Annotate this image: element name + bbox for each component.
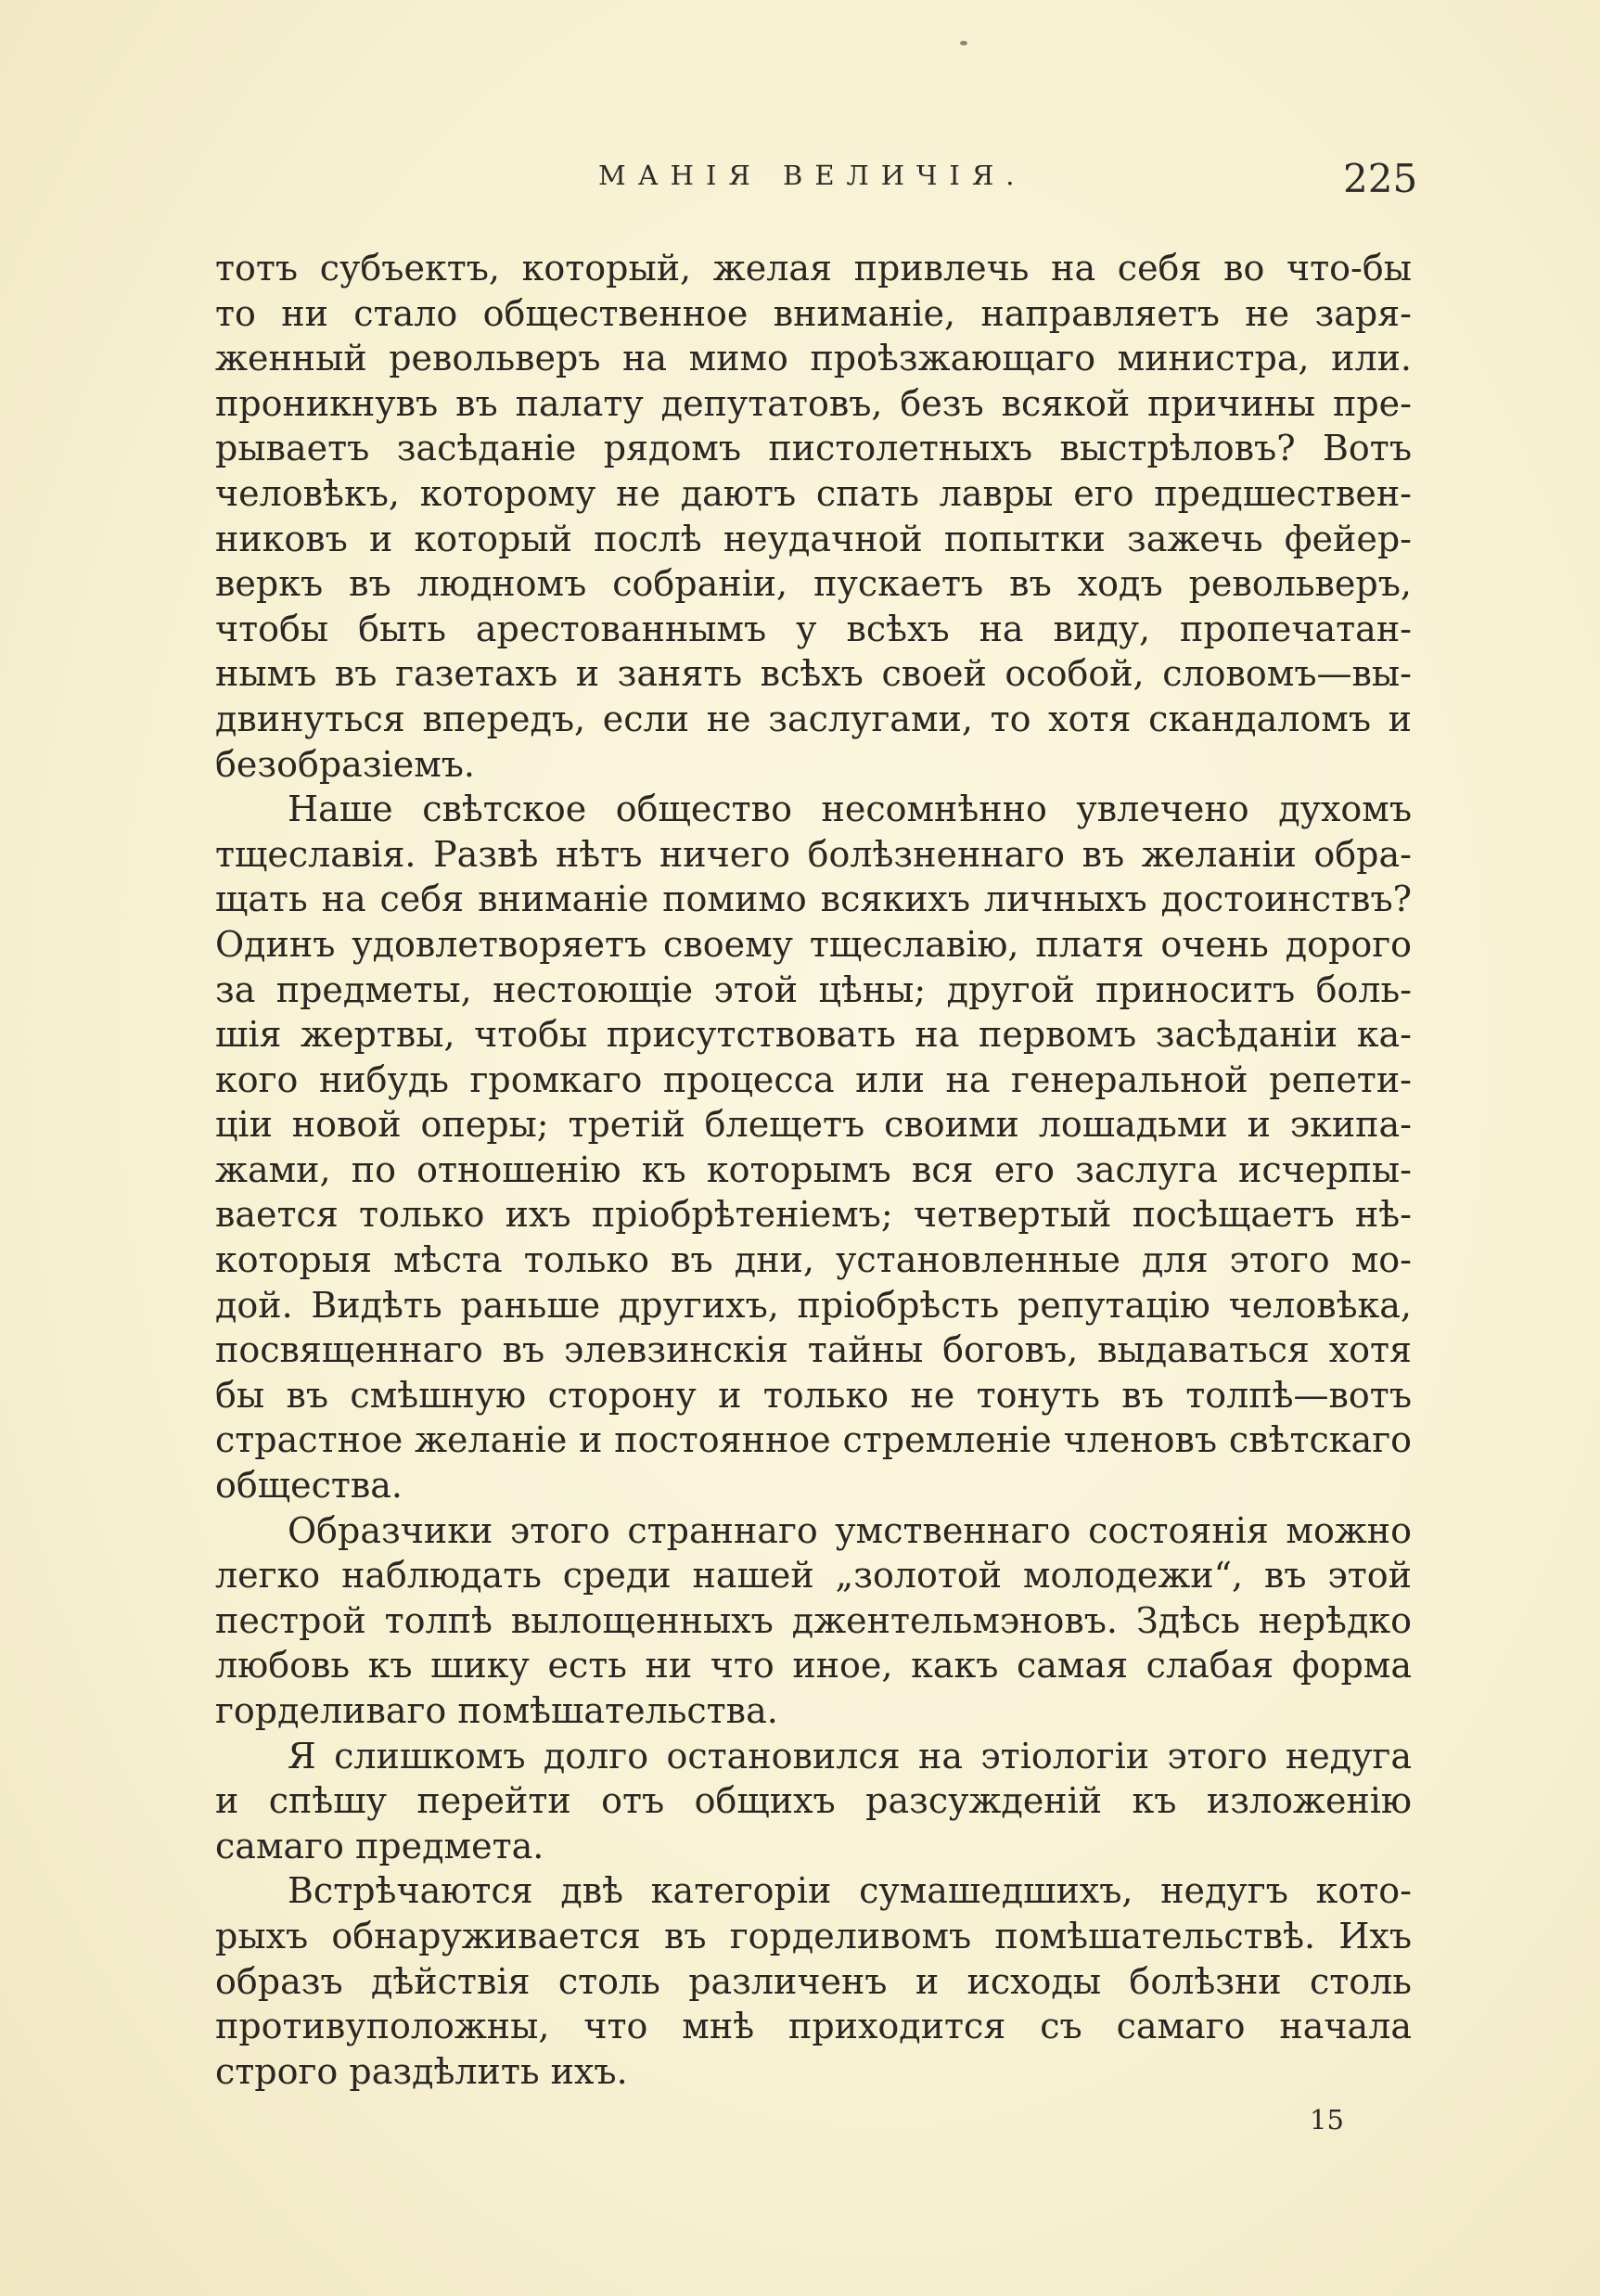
paragraph: [215, 246, 1412, 787]
text-line: страстное желаніе и постоянное стремленіе членовъ свѣтскаго: [215, 1419, 1412, 1461]
body-text: [215, 246, 1412, 2094]
text-line: жами, по отношенію къ которымъ вся его заслуга исчерпы-: [215, 1148, 1412, 1190]
signature-mark: 15: [1310, 2104, 1344, 2136]
text-line: Одинъ удовлетворяетъ своему тщеславію, платя очень дорого: [215, 923, 1412, 965]
text-line: горделиваго помѣшательства.: [215, 1690, 778, 1731]
paper-speck: [960, 41, 967, 45]
text-line: кого нибудь громкаго процесса или на генеральной репети-: [215, 1058, 1412, 1100]
text-line: общества.: [215, 1465, 403, 1507]
text-line: рываетъ засѣданіе рядомъ пистолетныхъ выстрѣловъ? Вотъ: [215, 428, 1412, 469]
text-line: женный револьверъ на мимо проѣзжающаго министра, или.: [215, 338, 1412, 379]
text-line: Встрѣчаются двѣ категоріи сумашедшихъ, недугъ кото-: [288, 1870, 1412, 1912]
text-line: легко наблюдать среди нашей „золотой молодежи“, въ этой: [215, 1555, 1412, 1597]
text-line: пестрой толпѣ вылощенныхъ джентельмэновъ. Здѣсь нерѣдко: [215, 1599, 1412, 1641]
paragraph: [215, 787, 1412, 1508]
text-line: чтобы быть арестованнымъ у всѣхъ на виду, пропечатан-: [215, 608, 1412, 649]
text-line: бы въ смѣшную сторону и только не тонуть въ толпѣ—вотъ: [215, 1374, 1412, 1416]
text-line: нымъ въ газетахъ и занять всѣхъ своей особой, словомъ—вы-: [215, 653, 1412, 695]
text-line: вается только ихъ пріобрѣтеніемъ; четвертый посѣщаетъ нѣ-: [215, 1194, 1412, 1236]
text-line: веркъ въ людномъ собраніи, пускаетъ въ ходъ револьверъ,: [215, 563, 1412, 605]
text-line: за предметы, нестоющіе этой цѣны; другой приноситъ боль-: [215, 968, 1412, 1010]
page-number: 225: [1343, 156, 1418, 201]
text-line: никовъ и который послѣ неудачной попытки зажечь фейер-: [215, 518, 1412, 559]
text-line: человѣкъ, которому не даютъ спать лавры его предшествен-: [215, 472, 1412, 514]
paragraph: [215, 1734, 1412, 1869]
text-line: рыхъ обнаруживается въ горделивомъ помѣшательствѣ. Ихъ: [215, 1915, 1412, 1956]
text-line: противуположны, что мнѣ приходится съ самаго начала: [215, 2006, 1412, 2047]
text-line: которыя мѣста только въ дни, установленные для этого мо-: [215, 1239, 1412, 1281]
text-line: тотъ субъектъ, который, желая привлечь на себя во что-бы: [215, 248, 1412, 289]
text-line: Образчики этого страннаго умственнаго состоянія можно: [288, 1509, 1412, 1551]
text-line: ціи новой оперы; третій блещетъ своими лошадьми и экипа-: [215, 1104, 1412, 1146]
text-line: и спѣшу перейти отъ общихъ разсужденій къ изложенію: [215, 1780, 1412, 1822]
text-line: двинуться впередъ, если не заслугами, то хотя скандаломъ и: [215, 698, 1412, 739]
text-line: щать на себя вниманіе помимо всякихъ личныхъ достоинствъ?: [215, 879, 1412, 920]
paragraph: [215, 1868, 1412, 2094]
running-head-title: МАНІЯ ВЕЛИЧІЯ.: [598, 160, 1027, 191]
text-line: посвященнаго въ элевзинскія тайны боговъ, выдаваться хотя: [215, 1329, 1412, 1371]
text-line: строго раздѣлить ихъ.: [215, 2050, 628, 2092]
paragraph: [215, 1508, 1412, 1734]
text-line: любовь къ шику есть ни что иное, какъ самая слабая форма: [215, 1645, 1412, 1687]
text-line: Наше свѣтское общество несомнѣнно увлечено духомъ: [288, 789, 1412, 830]
text-line: то ни стало общественное вниманіе, направляетъ не заря-: [215, 292, 1412, 334]
text-line: проникнувъ въ палату депутатовъ, безъ всякой причины пре-: [215, 382, 1412, 424]
text-line: дой. Видѣть раньше другихъ, пріобрѣсть репутацію человѣка,: [215, 1284, 1412, 1326]
text-line: безобразіемъ.: [215, 743, 476, 785]
text-line: шія жертвы, чтобы присутствовать на первомъ засѣданіи ка-: [215, 1014, 1412, 1056]
text-line: Я слишкомъ долго остановился на этіологіи этого недуга: [288, 1735, 1412, 1777]
text-line: образъ дѣйствія столь различенъ и исходы болѣзни столь: [215, 1960, 1412, 2002]
text-line: самаго предмета.: [215, 1825, 544, 1866]
text-line: тщеславія. Развѣ нѣтъ ничего болѣзненнаго въ желаніи обра-: [215, 833, 1412, 875]
